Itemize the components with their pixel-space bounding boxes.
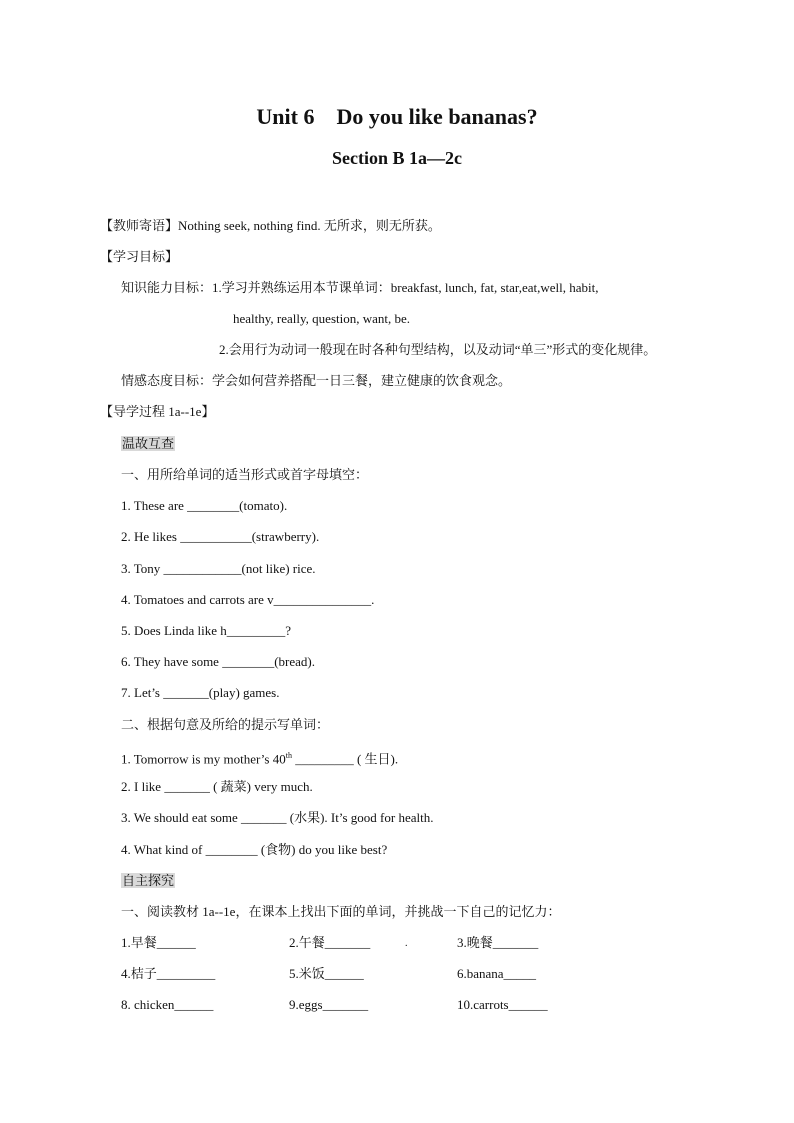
section-subtitle: Section B 1a—2c [332, 148, 462, 168]
part3-heading: 一、阅读教材 1a--1e，在课本上找出下面的单词，并挑战一下自己的记忆力： [121, 904, 561, 919]
ordinal-suffix: th [285, 751, 292, 760]
exercise-item [121, 748, 398, 767]
vocab-cell: 10.carrots______ [457, 997, 548, 1012]
explore-label: 自主探究 [122, 873, 175, 888]
explore-section-label [121, 873, 175, 889]
exercise-item: 4. Tomatoes and carrots are v_______________. [121, 592, 375, 607]
exercise-item: 2. I like _______ ( 蔬菜) very much. [121, 779, 313, 794]
vocab-cell: 8. chicken______ [121, 997, 214, 1012]
knowledge-goal-2: 2.会用行为动词一般现在时各种句型结构，以及动词“单三”形式的变化规律。 [219, 342, 657, 357]
vocab-cell: 2.午餐_______ [289, 935, 371, 950]
item-text: 1. Tomorrow is my mother’s 40 [121, 751, 286, 767]
review-label: 温故互查 [122, 436, 175, 451]
exercise-item: 2. He likes ___________(strawberry). [121, 529, 320, 544]
part2-heading: 二、根据句意及所给的提示写单词： [121, 717, 330, 732]
vocab-cell: 6.banana_____ [457, 966, 537, 981]
knowledge-goal-1-continued: healthy, really, question, want, be. [233, 311, 411, 326]
vocab-cell: 3.晚餐_______ [457, 935, 539, 950]
stray-dot: . [405, 938, 408, 949]
exercise-item: 3. We should eat some _______ (水果). It’s good for health. [121, 810, 434, 825]
process-heading: 【导学过程 1a--1e】 [100, 404, 215, 419]
vocab-cell: 1.早餐______ [121, 935, 196, 950]
exercise-item: 5. Does Linda like h_________? [121, 623, 292, 638]
vocab-cell: 9.eggs_______ [289, 997, 369, 1012]
review-section-label [121, 436, 175, 452]
exercise-item: 4. What kind of ________ (食物) do you like best? [121, 842, 388, 857]
vocab-cell: 5.米饭______ [289, 966, 364, 981]
page-title: Unit 6 Do you like bananas? [256, 104, 538, 129]
exercise-item: 7. Let’s _______(play) games. [121, 685, 280, 700]
teacher-message: 【教师寄语】Nothing seek, nothing find. 无所求，则无所获。 [100, 218, 441, 233]
exercise-item: 1. These are ________(tomato). [121, 498, 288, 513]
goals-heading: 【学习目标】 [100, 249, 179, 264]
exercise-item: 3. Tony ____________(not like) rice. [121, 561, 316, 576]
part1-heading: 一、用所给单词的适当形式或首字母填空： [121, 467, 369, 482]
knowledge-goal-1: 知识能力目标：1.学习并熟练运用本节课单词：breakfast, lunch, fat, star,eat,well, habit, [121, 280, 599, 295]
vocab-cell: 4.桔子_________ [121, 966, 216, 981]
attitude-goal: 情感态度目标：学会如何营养搭配一日三餐，建立健康的饮食观念。 [121, 373, 512, 388]
item-text: _________ ( 生日). [291, 751, 399, 767]
exercise-item: 6. They have some ________(bread). [121, 654, 315, 669]
